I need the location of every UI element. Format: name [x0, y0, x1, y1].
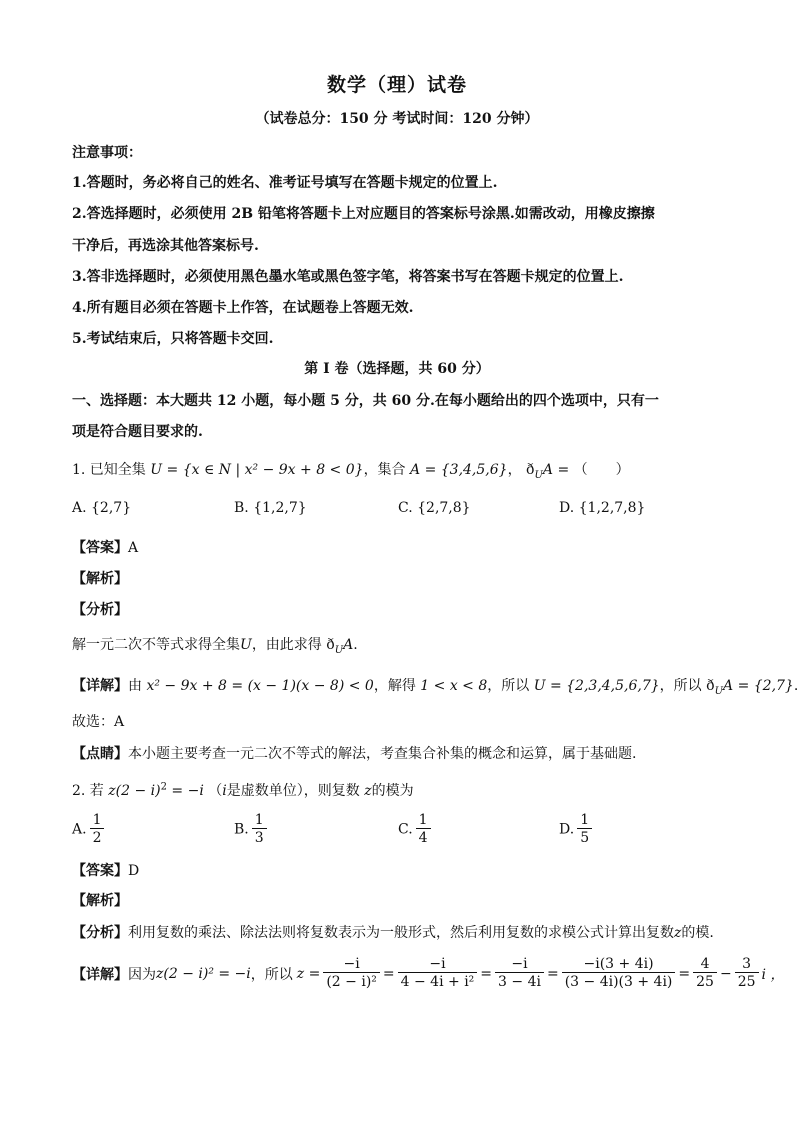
q1-detail — [72, 675, 798, 697]
exponent: 2 — [160, 781, 167, 793]
complement-set: A — [542, 462, 554, 478]
q1-conclusion: 故选：A — [72, 714, 125, 730]
denominator: (2 − i)² — [323, 972, 380, 991]
text: . — [353, 637, 358, 653]
math-expr: i ， — [761, 966, 785, 983]
denominator: 25 — [735, 972, 759, 991]
denominator: 2 — [90, 828, 105, 847]
denominator: 3 — [252, 828, 267, 847]
denominator: 3 − 4i — [495, 972, 544, 991]
complement-sub: U — [334, 644, 344, 656]
numerator: −i — [511, 956, 528, 972]
detail-label: 【详解】 — [72, 966, 128, 983]
q1-fenxi-text — [72, 634, 358, 656]
note-item: 2.答选择题时，必须使用 2B 铅笔将答题卡上对应题目的答案标号涂黑.如需改动，用橡皮擦擦 — [72, 206, 655, 222]
q1-option-c — [398, 500, 471, 516]
fraction — [90, 812, 105, 847]
option-letter: B. — [234, 500, 249, 516]
q1-sep: ， — [507, 462, 522, 478]
text: ，解得 — [373, 678, 416, 694]
q2-answer — [72, 860, 139, 880]
q1-universal-set: U = {x ∈ N | x² − 9x + 8 < 0} — [150, 462, 364, 478]
fraction — [416, 812, 431, 847]
text: ，所以 — [659, 678, 702, 694]
option-value: {1,2,7} — [253, 500, 307, 516]
text: 是虚数单位），则复数 — [226, 783, 360, 799]
note-item: 3.答非选择题时，必须使用黑色墨水笔或黑色签字笔，将答案书写在答题卡规定的位置上. — [72, 269, 624, 285]
fraction — [252, 812, 267, 847]
fenxi-label: 【分析】 — [72, 925, 128, 941]
math-expr: z(2 − i)² = −i — [156, 965, 251, 982]
fraction — [398, 956, 478, 991]
text: 由 — [128, 678, 142, 694]
numerator: −i — [429, 956, 446, 972]
q1-fenxi-label: 【分析】 — [72, 602, 128, 618]
equals: = — [546, 965, 559, 982]
q2-fenxi — [72, 922, 714, 942]
math-expr: z = — [296, 965, 321, 982]
detail-label: 【详解】 — [72, 678, 128, 694]
complement-symbol: ð — [526, 462, 535, 478]
text: 2. 若 — [72, 783, 104, 799]
math-expr: U = {2,3,4,5,6,7} — [533, 678, 660, 694]
option-letter: D. — [559, 500, 575, 516]
numerator: 1 — [254, 812, 264, 828]
option-value: {2,7,8} — [417, 500, 471, 516]
fraction — [323, 956, 380, 991]
math-var: z — [364, 783, 372, 799]
complement-set: A — [343, 637, 354, 653]
math-var: z — [674, 925, 682, 941]
q1-option-a — [72, 500, 131, 516]
complement-symbol: ð — [326, 637, 335, 653]
text: 利用复数的乘法、除法法则将复数表示为一般形式，然后利用复数的求模公式计算出复数 — [128, 925, 674, 941]
section-intro: 项是符合题目要求的. — [72, 424, 203, 440]
text: 因为 — [128, 966, 156, 983]
answer-label: 【答案】 — [72, 863, 128, 879]
fraction — [495, 956, 544, 991]
numerator: 3 — [742, 956, 752, 972]
question-2 — [72, 780, 414, 800]
fraction — [562, 956, 676, 991]
complement-set: A — [723, 678, 734, 694]
review-label: 【点睛】 — [72, 746, 128, 762]
note-item: 5.考试结束后，只将答题卡交回. — [72, 331, 274, 347]
math-var: z — [108, 783, 116, 799]
math-expr: x² − 9x + 8 = (x − 1)(x − 8) < 0 — [146, 678, 374, 694]
math-expr: = −i — [166, 783, 204, 799]
text: 本小题主要考查一元二次不等式的解法，考查集合补集的概念和运算，属于基础题. — [128, 746, 637, 762]
note-item: 4.所有题目必须在答题卡上作答，在试题卷上答题无效. — [72, 300, 414, 316]
answer-value: D — [128, 863, 140, 879]
q1-review — [72, 743, 636, 763]
numerator: 1 — [92, 812, 102, 828]
note-item: 1.答题时，务必将自己的姓名、准考证号填写在答题卡规定的位置上. — [72, 175, 498, 191]
equals: = — [678, 965, 691, 982]
section-title: 第 I 卷（选择题，共 60 分） — [304, 361, 490, 377]
notes-heading: 注意事项： — [72, 145, 142, 161]
q1-mid: ，集合 — [363, 462, 406, 478]
minus: − — [719, 965, 732, 982]
option-letter: A. — [72, 500, 87, 516]
math-expr: 1 < x < 8 — [420, 678, 488, 694]
page-subtitle: （试卷总分：150 分 考试时间：120 分钟） — [255, 111, 539, 127]
math-var: i — [222, 783, 227, 799]
numerator: −i — [343, 956, 360, 972]
math-var: U — [240, 637, 252, 653]
text: ，所以 — [250, 966, 293, 983]
option-letter: D. — [559, 821, 575, 838]
q2-analysis-label: 【解析】 — [72, 893, 128, 909]
option-letter: C. — [398, 500, 413, 516]
note-item: 干净后，再选涂其他答案标号. — [72, 238, 259, 254]
text: ，由此求得 — [251, 637, 322, 653]
option-letter: C. — [398, 821, 413, 838]
numerator: 1 — [580, 812, 590, 828]
denominator: 4 − 4i + i² — [398, 972, 478, 991]
text: 的模. — [681, 925, 714, 941]
section-intro: 一、选择题：本大题共 12 小题，每小题 5 分，共 60 分.在每小题给出的四个选项中，只有一 — [72, 393, 659, 409]
option-letter: A. — [72, 821, 87, 838]
fraction — [693, 956, 717, 991]
q1-prefix: 1. 已知全集 — [72, 462, 146, 478]
complement-symbol: ð — [706, 678, 715, 694]
denominator: 4 — [416, 828, 431, 847]
complement-sub: U — [534, 469, 543, 481]
complement-sub: U — [714, 685, 723, 697]
numerator: −i(3 + 4i) — [583, 956, 654, 972]
q2-option-d — [559, 812, 595, 847]
q1-analysis-label: 【解析】 — [72, 571, 128, 587]
q1-answer — [72, 537, 138, 557]
option-value: {1,2,7,8} — [578, 500, 646, 516]
option-letter: B. — [234, 821, 249, 838]
math-expr: = {2,7} — [733, 678, 794, 694]
numerator: 4 — [700, 956, 710, 972]
q1-option-d — [559, 500, 645, 516]
text: （ — [208, 783, 223, 799]
page-title: 数学（理）试卷 — [326, 74, 467, 96]
answer-value: A — [128, 540, 139, 556]
q1-option-b — [234, 500, 307, 516]
text: ，所以 — [487, 678, 530, 694]
q2-option-a — [72, 812, 107, 847]
equals: = — [480, 965, 493, 982]
text: 的模为 — [371, 783, 414, 799]
q1-set-a: A = {3,4,5,6} — [410, 462, 508, 478]
q2-option-b — [234, 812, 270, 847]
option-value: {2,7} — [91, 500, 132, 516]
q1-blank: = （ ） — [553, 462, 630, 478]
question-1 — [72, 459, 630, 481]
fraction — [735, 956, 759, 991]
math-expr: (2 − i) — [115, 783, 161, 799]
denominator: 5 — [577, 828, 592, 847]
denominator: (3 − 4i)(3 + 4i) — [562, 972, 676, 991]
denominator: 25 — [693, 972, 717, 991]
answer-label: 【答案】 — [72, 540, 128, 556]
fraction — [577, 812, 592, 847]
equals: = — [382, 965, 395, 982]
numerator: 1 — [418, 812, 428, 828]
q2-option-c — [398, 812, 434, 847]
text: . — [793, 678, 798, 694]
q2-detail — [72, 956, 784, 991]
text: 解一元二次不等式求得全集 — [72, 637, 240, 653]
